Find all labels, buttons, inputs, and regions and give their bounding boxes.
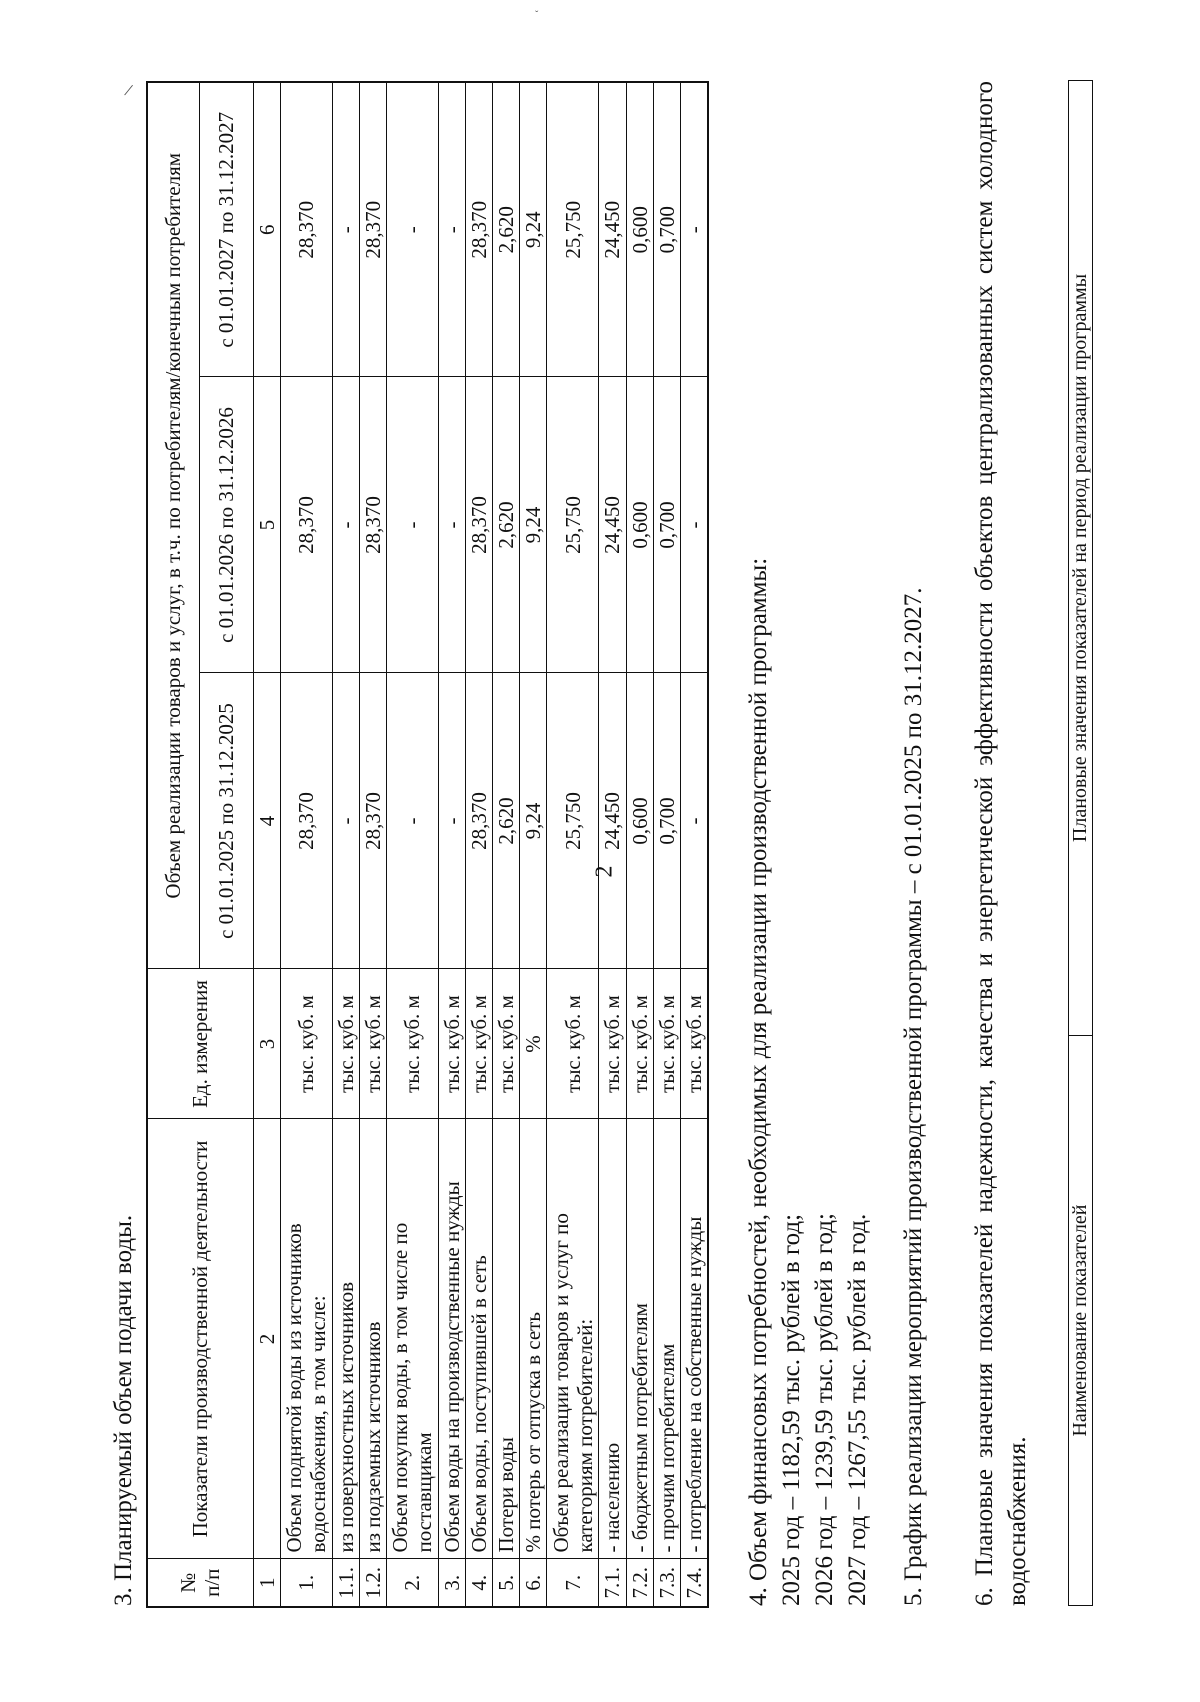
table-row [332,82,359,1607]
value-2025: 25,750 [547,673,599,969]
unit-cell: тыс. куб. м [493,969,520,1119]
value-2026: 28,370 [280,377,332,673]
indicator-name: - населению [599,1119,626,1559]
value-2026: 9,24 [520,377,547,673]
column-number: 3 [253,969,280,1119]
unit-cell: тыс. куб. м [386,969,438,1119]
plan-table-header-row [1069,81,1093,1606]
unit-cell: тыс. куб. м [547,969,599,1119]
unit-cell: тыс. куб. м [359,969,386,1119]
section-6-text: 6. Плановые значения показателей надежности, качества и энергетической эффективности объектов централизованных систем холодного водоснабжения. [971,81,1031,1606]
value-2025: 24,450 [599,673,626,969]
row-number: 7. [547,1559,599,1607]
value-2027: - [332,82,359,377]
value-2027: 28,370 [359,82,386,377]
table-row [653,82,680,1607]
row-number: 3. [438,1559,465,1607]
column-number: 6 [253,82,280,377]
row-number: 1.1. [332,1559,359,1607]
value-2025: 0,700 [653,673,680,969]
row-number: 6. [520,1559,547,1607]
section-4-title: 4. Объем финансовых потребностей, необходимых для реализации производственной программы: [745,557,772,1606]
indicator-name: % потерь от отпуска в сеть [520,1119,547,1559]
value-2026: 24,450 [599,377,626,673]
value-2025: 9,24 [520,673,547,969]
row-number: 5. [493,1559,520,1607]
value-2025: - [438,673,465,969]
section-3-title: 3. Планируемый объем подачи воды. [110,1214,137,1606]
header-num: № п/п [147,1559,253,1607]
unit-cell: тыс. куб. м [680,969,708,1119]
table-row [520,82,547,1607]
table-row [280,82,332,1607]
rotated-content [110,78,1120,1618]
section-5-schedule: 5. График реализации мероприятий производственной программы – с 01.01.2025 по 31.12.2027. [900,587,927,1606]
row-number: 1. [280,1559,332,1607]
row-number: 7.2. [626,1559,653,1607]
table-row [438,82,465,1607]
value-2027: 0,700 [653,82,680,377]
financial-line: 2027 год – 1267,55 тыс. рублей в год. [844,1213,871,1606]
value-2026: 25,750 [547,377,599,673]
indicator-name: - бюджетным потребителям [626,1119,653,1559]
indicator-name: Потери воды [493,1119,520,1559]
financial-line: 2025 год – 1182,59 тыс. рублей в год; [778,1213,805,1606]
table-row [626,82,653,1607]
row-number: 7.1. [599,1559,626,1607]
value-2027: - [438,82,465,377]
value-2025: 2,620 [493,673,520,969]
row-number: 2. [386,1559,438,1607]
value-2026: - [386,377,438,673]
table-row [466,82,493,1607]
value-2025: 28,370 [280,673,332,969]
indicator-name: Объем воды, поступившей в сеть [466,1119,493,1559]
section-4 [742,558,874,1606]
table-row [359,82,386,1607]
indicator-name: - потребление на собственные нужды [680,1119,708,1559]
header-name: Показатели производственной деятельности [147,1119,253,1559]
financial-line: 2026 год – 1239,59 тыс. рублей в год; [811,1213,838,1606]
row-number: 7.4. [680,1559,708,1607]
row-number: 7.3. [653,1559,680,1607]
stray-mark: ˇ [535,10,539,21]
value-2027: - [386,82,438,377]
value-2025: - [386,673,438,969]
unit-cell: тыс. куб. м [438,969,465,1119]
value-2027: 0,600 [626,82,653,377]
value-2026: 2,620 [493,377,520,673]
table-row [680,82,708,1607]
value-2025: - [680,673,708,969]
value-2025: - [332,673,359,969]
table-row [493,82,520,1607]
column-number: 5 [253,377,280,673]
header-period-2026: с 01.01.2026 по 31.12.2026 [199,377,253,673]
indicator-name: Объем покупки воды, в том числе по поставщикам [386,1119,438,1559]
unit-cell: тыс. куб. м [626,969,653,1119]
table-row [599,82,626,1607]
column-number: 4 [253,673,280,969]
value-2027: 2,620 [493,82,520,377]
column-number: 1 [253,1559,280,1607]
page-number: 2 [591,865,618,878]
value-2027: 28,370 [280,82,332,377]
value-2025: 0,600 [626,673,653,969]
unit-cell: тыс. куб. м [466,969,493,1119]
unit-cell: тыс. куб. м [280,969,332,1119]
table-row [386,82,438,1607]
value-2027: 24,450 [599,82,626,377]
value-2027: - [680,82,708,377]
value-2027: 28,370 [466,82,493,377]
value-2026: - [332,377,359,673]
indicator-name: - прочим потребителям [653,1119,680,1559]
indicator-name: Объем реализации товаров и услуг по категориям потребителей: [547,1119,599,1559]
table-column-numbers-row [253,82,280,1607]
water-supply-table [146,81,709,1608]
indicator-name: из поверхностных источников [332,1119,359,1559]
row-number: 1.2. [359,1559,386,1607]
table-row [547,82,599,1607]
header-period-2027: с 01.01.2027 по 31.12.2027 [199,82,253,377]
plan-indicators-table [1068,80,1093,1606]
value-2026: 28,370 [359,377,386,673]
unit-cell: тыс. куб. м [653,969,680,1119]
indicator-name: Объем поднятой воды из источников водоснабжения, в том числе: [280,1119,332,1559]
value-2026: 0,600 [626,377,653,673]
value-2025: 28,370 [359,673,386,969]
header-unit: Ед. измерения [147,969,253,1119]
table-header-row [147,82,199,1607]
value-2027: 9,24 [520,82,547,377]
value-2026: - [438,377,465,673]
value-2026: 28,370 [466,377,493,673]
value-2026: - [680,377,708,673]
value-2026: 0,700 [653,377,680,673]
indicator-name: Объем воды на производственные нужды [438,1119,465,1559]
plan-header-values: Плановые значения показателей на период реализации программы [1069,81,1093,1036]
indicator-name: из подземных источников [359,1119,386,1559]
unit-cell: % [520,969,547,1119]
stray-mark: / [122,79,135,101]
row-number: 4. [466,1559,493,1607]
value-2025: 28,370 [466,673,493,969]
header-volume-group: Объем реализации товаров и услуг, в т.ч. по потребителям/конечным потребителям [147,82,199,969]
header-period-2025: с 01.01.2025 по 31.12.2025 [199,673,253,969]
plan-header-name: Наименование показателей [1069,1036,1093,1606]
unit-cell: тыс. куб. м [599,969,626,1119]
column-number: 2 [253,1119,280,1559]
value-2027: 25,750 [547,82,599,377]
unit-cell: тыс. куб. м [332,969,359,1119]
